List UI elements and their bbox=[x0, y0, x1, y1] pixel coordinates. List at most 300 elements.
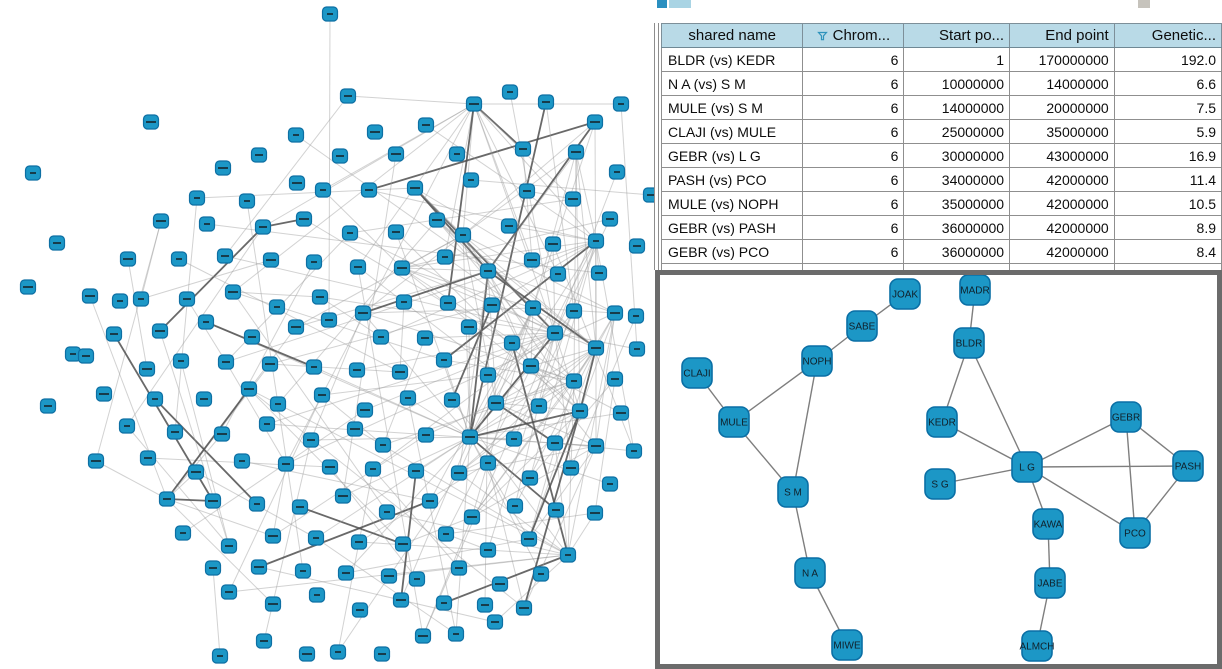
node-label bbox=[218, 167, 228, 169]
node-label: CLAJI bbox=[683, 368, 711, 380]
network-node[interactable] bbox=[89, 454, 104, 468]
column-header-label: Genetic... bbox=[1151, 27, 1216, 44]
network-node[interactable] bbox=[548, 326, 563, 340]
network-node[interactable] bbox=[310, 588, 325, 602]
column-header-shared-name[interactable] bbox=[662, 24, 803, 48]
network-node[interactable] bbox=[534, 567, 549, 581]
network-node[interactable] bbox=[263, 357, 278, 371]
network-node[interactable] bbox=[569, 145, 584, 159]
network-node[interactable] bbox=[416, 629, 431, 643]
network-node[interactable] bbox=[368, 125, 383, 139]
table-row[interactable] bbox=[662, 240, 1222, 264]
network-node[interactable] bbox=[172, 252, 187, 266]
network-node[interactable] bbox=[144, 115, 159, 129]
network-node[interactable] bbox=[532, 399, 547, 413]
network-node[interactable] bbox=[352, 535, 367, 549]
node-label bbox=[442, 256, 448, 258]
network-node[interactable] bbox=[50, 236, 65, 250]
network-node[interactable] bbox=[374, 330, 389, 344]
node-label bbox=[225, 591, 233, 593]
node-na[interactable] bbox=[795, 558, 825, 588]
cell-chromosome[interactable]: 6 bbox=[803, 96, 904, 120]
network-node[interactable] bbox=[121, 252, 136, 266]
network-node[interactable] bbox=[481, 264, 496, 278]
network-edge bbox=[213, 568, 220, 656]
node-sabe[interactable] bbox=[847, 311, 877, 341]
network-node[interactable] bbox=[376, 438, 391, 452]
cell-genetic[interactable]: 8.9 bbox=[1114, 216, 1221, 240]
network-node[interactable] bbox=[333, 149, 348, 163]
cell-start[interactable]: 1 bbox=[904, 48, 1010, 72]
network-node[interactable] bbox=[134, 292, 149, 306]
network-node[interactable] bbox=[437, 353, 452, 367]
network-node[interactable] bbox=[242, 382, 257, 396]
network-node[interactable] bbox=[336, 489, 351, 503]
network-node[interactable] bbox=[481, 368, 496, 382]
column-header-chrom---[interactable] bbox=[803, 24, 904, 48]
cell-chromosome[interactable]: 6 bbox=[803, 216, 904, 240]
network-node[interactable] bbox=[297, 212, 312, 226]
table-row[interactable] bbox=[662, 72, 1222, 96]
cell-shared-name[interactable]: BLDR (vs) KEDR bbox=[662, 48, 803, 72]
network-node[interactable] bbox=[351, 260, 366, 274]
network-node[interactable] bbox=[339, 566, 354, 580]
network-node[interactable] bbox=[449, 627, 464, 641]
node-label bbox=[70, 353, 76, 355]
cell-end[interactable]: 35000000 bbox=[1010, 120, 1115, 144]
network-node[interactable] bbox=[290, 176, 305, 190]
network-node[interactable] bbox=[252, 148, 267, 162]
subnetwork-edge-bldr-lg bbox=[969, 343, 1027, 467]
network-node[interactable] bbox=[520, 184, 535, 198]
network-node[interactable] bbox=[174, 354, 189, 368]
network-node[interactable] bbox=[395, 261, 410, 275]
network-node[interactable] bbox=[567, 374, 582, 388]
cell-start[interactable]: 14000000 bbox=[904, 96, 1010, 120]
cell-genetic[interactable]: 8.4 bbox=[1114, 240, 1221, 264]
network-node[interactable] bbox=[393, 365, 408, 379]
network-node[interactable] bbox=[240, 194, 255, 208]
network-node[interactable] bbox=[250, 497, 265, 511]
network-node[interactable] bbox=[467, 97, 482, 111]
network-node[interactable] bbox=[423, 494, 438, 508]
network-node[interactable] bbox=[168, 425, 183, 439]
node-label bbox=[314, 594, 320, 596]
node-miwe[interactable] bbox=[832, 630, 862, 660]
network-node[interactable] bbox=[307, 255, 322, 269]
network-node[interactable] bbox=[366, 462, 381, 476]
cell-genetic[interactable]: 10.5 bbox=[1114, 192, 1221, 216]
node-label bbox=[523, 190, 531, 192]
network-node[interactable] bbox=[630, 239, 645, 253]
cell-genetic[interactable]: 11.4 bbox=[1114, 168, 1221, 192]
network-node[interactable] bbox=[603, 477, 618, 491]
node-pco[interactable] bbox=[1120, 518, 1150, 548]
network-node[interactable] bbox=[485, 298, 500, 312]
network-node[interactable] bbox=[141, 451, 156, 465]
cell-end[interactable]: 42000000 bbox=[1010, 192, 1115, 216]
network-node[interactable] bbox=[589, 341, 604, 355]
network-node[interactable] bbox=[589, 439, 604, 453]
network-node[interactable] bbox=[154, 214, 169, 228]
network-node[interactable] bbox=[266, 597, 281, 611]
node-label bbox=[282, 463, 290, 465]
network-node[interactable] bbox=[257, 634, 272, 648]
network-node[interactable] bbox=[148, 392, 163, 406]
network-node[interactable] bbox=[200, 217, 215, 231]
table-row[interactable] bbox=[662, 96, 1222, 120]
node-claji[interactable] bbox=[682, 358, 712, 388]
cell-shared-name[interactable]: CLAJI (vs) MULE bbox=[662, 120, 803, 144]
network-node[interactable] bbox=[630, 342, 645, 356]
network-node[interactable] bbox=[113, 294, 128, 308]
network-node[interactable] bbox=[464, 173, 479, 187]
network-node[interactable] bbox=[629, 309, 644, 323]
network-node[interactable] bbox=[271, 397, 286, 411]
network-node[interactable] bbox=[296, 564, 311, 578]
network-node[interactable] bbox=[614, 97, 629, 111]
network-node[interactable] bbox=[348, 422, 363, 436]
network-node[interactable] bbox=[197, 392, 212, 406]
node-label bbox=[325, 319, 333, 321]
network-node[interactable] bbox=[180, 292, 195, 306]
network-node[interactable] bbox=[293, 500, 308, 514]
network-node[interactable] bbox=[608, 306, 623, 320]
network-node[interactable] bbox=[525, 253, 540, 267]
network-node[interactable] bbox=[341, 89, 356, 103]
network-node[interactable] bbox=[79, 349, 94, 363]
network-node[interactable] bbox=[452, 466, 467, 480]
cell-chromosome[interactable]: 6 bbox=[803, 168, 904, 192]
cell-start[interactable]: 34000000 bbox=[904, 168, 1010, 192]
network-node[interactable] bbox=[389, 147, 404, 161]
cell-start[interactable]: 35000000 bbox=[904, 192, 1010, 216]
network-node[interactable] bbox=[588, 506, 603, 520]
network-node[interactable] bbox=[567, 304, 582, 318]
network-node[interactable] bbox=[450, 147, 465, 161]
node-madr[interactable] bbox=[960, 275, 990, 305]
cell-start[interactable]: 36000000 bbox=[904, 240, 1010, 264]
network-node[interactable] bbox=[358, 403, 373, 417]
cell-chromosome[interactable]: 6 bbox=[803, 144, 904, 168]
network-node[interactable] bbox=[507, 432, 522, 446]
network-node[interactable] bbox=[316, 183, 331, 197]
network-node[interactable] bbox=[488, 615, 503, 629]
network-node[interactable] bbox=[401, 391, 416, 405]
cell-end[interactable]: 42000000 bbox=[1010, 168, 1115, 192]
network-node[interactable] bbox=[313, 290, 328, 304]
node-label bbox=[565, 554, 571, 556]
network-node[interactable] bbox=[397, 295, 412, 309]
panel-divider bbox=[654, 23, 655, 270]
node-joak[interactable] bbox=[890, 279, 920, 309]
network-node[interactable] bbox=[279, 457, 294, 471]
network-node[interactable] bbox=[627, 444, 642, 458]
node-label bbox=[392, 231, 400, 233]
column-header-start-po---[interactable] bbox=[904, 24, 1010, 48]
node-label bbox=[222, 361, 230, 363]
node-kedr[interactable] bbox=[927, 407, 957, 437]
network-node[interactable] bbox=[516, 142, 531, 156]
network-node[interactable] bbox=[260, 417, 275, 431]
node-label bbox=[422, 124, 430, 126]
network-node[interactable] bbox=[549, 503, 564, 517]
table-row[interactable] bbox=[662, 48, 1222, 72]
node-label bbox=[365, 189, 373, 191]
network-node[interactable] bbox=[481, 543, 496, 557]
node-almch[interactable] bbox=[1019, 631, 1054, 661]
network-node[interactable] bbox=[419, 428, 434, 442]
network-node[interactable] bbox=[213, 649, 228, 663]
node-label bbox=[356, 609, 364, 611]
node-label bbox=[593, 240, 599, 242]
node-label: S G bbox=[931, 479, 949, 491]
node-label bbox=[335, 651, 341, 653]
network-node[interactable] bbox=[26, 166, 41, 180]
network-node[interactable] bbox=[610, 165, 625, 179]
node-label bbox=[576, 410, 584, 412]
network-node[interactable] bbox=[356, 306, 371, 320]
network-node[interactable] bbox=[524, 359, 539, 373]
network-node[interactable] bbox=[566, 192, 581, 206]
network-node[interactable] bbox=[266, 529, 281, 543]
node-label bbox=[336, 155, 344, 157]
network-node[interactable] bbox=[153, 324, 168, 338]
column-header-end-point[interactable] bbox=[1010, 24, 1115, 48]
network-node[interactable] bbox=[564, 461, 579, 475]
network-node[interactable] bbox=[97, 387, 112, 401]
node-label bbox=[426, 500, 434, 502]
network-node[interactable] bbox=[517, 601, 532, 615]
network-node[interactable] bbox=[375, 647, 390, 661]
network-node[interactable] bbox=[437, 596, 452, 610]
network-node[interactable] bbox=[362, 183, 377, 197]
network-node[interactable] bbox=[270, 300, 285, 314]
edge-table-panel bbox=[661, 23, 1222, 288]
network-node[interactable] bbox=[289, 320, 304, 334]
network-node[interactable] bbox=[523, 471, 538, 485]
network-node[interactable] bbox=[331, 645, 346, 659]
network-node[interactable] bbox=[546, 237, 561, 251]
cell-shared-name[interactable]: MULE (vs) S M bbox=[662, 96, 803, 120]
network-node[interactable] bbox=[226, 285, 241, 299]
network-node[interactable] bbox=[603, 212, 618, 226]
cell-chromosome[interactable]: 6 bbox=[803, 192, 904, 216]
table-row[interactable] bbox=[662, 120, 1222, 144]
table-row[interactable] bbox=[662, 192, 1222, 216]
network-node[interactable] bbox=[592, 266, 607, 280]
network-node[interactable] bbox=[522, 532, 537, 546]
node-gebr[interactable] bbox=[1111, 402, 1141, 432]
network-node[interactable] bbox=[83, 289, 98, 303]
cell-chromosome[interactable]: 6 bbox=[803, 240, 904, 264]
node-noph[interactable] bbox=[802, 346, 832, 376]
network-node[interactable] bbox=[505, 336, 520, 350]
node-label bbox=[254, 503, 260, 505]
network-node[interactable] bbox=[215, 427, 230, 441]
network-node[interactable] bbox=[408, 181, 423, 195]
network-node[interactable] bbox=[409, 464, 424, 478]
node-sm[interactable] bbox=[778, 477, 808, 507]
network-node[interactable] bbox=[389, 225, 404, 239]
network-node[interactable] bbox=[315, 388, 330, 402]
network-node[interactable] bbox=[561, 548, 576, 562]
network-node[interactable] bbox=[343, 226, 358, 240]
network-node[interactable] bbox=[245, 330, 260, 344]
network-node[interactable] bbox=[462, 320, 477, 334]
network-node[interactable] bbox=[190, 191, 205, 205]
network-node[interactable] bbox=[410, 572, 425, 586]
node-label bbox=[614, 171, 620, 173]
cell-genetic[interactable]: 7.5 bbox=[1114, 96, 1221, 120]
cell-chromosome[interactable]: 6 bbox=[803, 48, 904, 72]
network-node[interactable] bbox=[548, 436, 563, 450]
network-node[interactable] bbox=[551, 267, 566, 281]
network-node[interactable] bbox=[508, 499, 523, 513]
node-label bbox=[454, 153, 460, 155]
cell-end[interactable]: 20000000 bbox=[1010, 96, 1115, 120]
network-node[interactable] bbox=[322, 313, 337, 327]
node-label bbox=[311, 261, 317, 263]
network-node[interactable] bbox=[608, 372, 623, 386]
node-kawa[interactable] bbox=[1033, 509, 1063, 539]
network-node[interactable] bbox=[160, 492, 175, 506]
network-node[interactable] bbox=[439, 527, 454, 541]
node-lg[interactable] bbox=[1012, 452, 1042, 482]
network-node[interactable] bbox=[573, 404, 588, 418]
network-node[interactable] bbox=[218, 249, 233, 263]
network-node[interactable] bbox=[21, 280, 36, 294]
cell-end[interactable]: 42000000 bbox=[1010, 240, 1115, 264]
network-node[interactable] bbox=[216, 161, 231, 175]
cell-genetic[interactable]: 192.0 bbox=[1114, 48, 1221, 72]
node-mule[interactable] bbox=[719, 407, 749, 437]
network-node[interactable] bbox=[489, 396, 504, 410]
network-node[interactable] bbox=[502, 219, 517, 233]
node-label: NOPH bbox=[802, 356, 832, 368]
network-node[interactable] bbox=[353, 603, 368, 617]
network-node[interactable] bbox=[323, 7, 338, 21]
cell-end[interactable]: 43000000 bbox=[1010, 144, 1115, 168]
network-node[interactable] bbox=[445, 393, 460, 407]
node-jabe[interactable] bbox=[1035, 568, 1065, 598]
network-node[interactable] bbox=[140, 362, 155, 376]
network-node[interactable] bbox=[107, 327, 122, 341]
node-label bbox=[144, 457, 152, 459]
network-node[interactable] bbox=[419, 118, 434, 132]
network-node[interactable] bbox=[526, 301, 541, 315]
cell-genetic[interactable]: 16.9 bbox=[1114, 144, 1221, 168]
network-node[interactable] bbox=[222, 585, 237, 599]
network-node[interactable] bbox=[481, 456, 496, 470]
network-node[interactable] bbox=[176, 526, 191, 540]
table-row[interactable] bbox=[662, 168, 1222, 192]
network-node[interactable] bbox=[452, 561, 467, 575]
network-node[interactable] bbox=[307, 360, 322, 374]
network-node[interactable] bbox=[441, 296, 456, 310]
node-sg[interactable] bbox=[925, 469, 955, 499]
node-label bbox=[209, 567, 217, 569]
column-header-genetic---[interactable] bbox=[1114, 24, 1221, 48]
subnetwork-canvas[interactable] bbox=[660, 275, 1217, 664]
network-node[interactable] bbox=[309, 531, 324, 545]
network-node[interactable] bbox=[323, 460, 338, 474]
cell-genetic[interactable]: 5.9 bbox=[1114, 120, 1221, 144]
cell-start[interactable]: 10000000 bbox=[904, 72, 1010, 96]
cell-start[interactable]: 25000000 bbox=[904, 120, 1010, 144]
network-node[interactable] bbox=[396, 537, 411, 551]
network-node[interactable] bbox=[438, 250, 453, 264]
cell-shared-name[interactable]: MULE (vs) NOPH bbox=[662, 192, 803, 216]
network-node[interactable] bbox=[199, 315, 214, 329]
cell-end[interactable]: 14000000 bbox=[1010, 72, 1115, 96]
network-node[interactable] bbox=[418, 331, 433, 345]
cell-start[interactable]: 30000000 bbox=[904, 144, 1010, 168]
network-node[interactable] bbox=[206, 494, 221, 508]
network-node[interactable] bbox=[289, 128, 304, 142]
network-node[interactable] bbox=[222, 539, 237, 553]
network-node[interactable] bbox=[380, 505, 395, 519]
network-node[interactable] bbox=[219, 355, 234, 369]
network-node[interactable] bbox=[206, 561, 221, 575]
network-node[interactable] bbox=[463, 430, 478, 444]
node-pash[interactable] bbox=[1173, 451, 1203, 481]
table-row[interactable] bbox=[662, 144, 1222, 168]
network-node[interactable] bbox=[456, 228, 471, 242]
node-label bbox=[30, 172, 36, 174]
network-node[interactable] bbox=[252, 560, 267, 574]
network-node[interactable] bbox=[350, 363, 365, 377]
cell-shared-name[interactable]: GEBR (vs) PCO bbox=[662, 240, 803, 264]
network-node[interactable] bbox=[430, 213, 445, 227]
cell-end[interactable]: 170000000 bbox=[1010, 48, 1115, 72]
network-node[interactable] bbox=[304, 433, 319, 447]
network-node[interactable] bbox=[589, 234, 604, 248]
network-node[interactable] bbox=[41, 399, 56, 413]
node-label bbox=[571, 151, 581, 153]
cell-shared-name[interactable]: N A (vs) S M bbox=[662, 72, 803, 96]
gray-chip bbox=[1138, 0, 1150, 8]
network-node[interactable] bbox=[614, 406, 629, 420]
cell-chromosome[interactable]: 6 bbox=[803, 72, 904, 96]
network-node[interactable] bbox=[394, 593, 409, 607]
node-label bbox=[570, 310, 578, 312]
network-node[interactable] bbox=[235, 454, 250, 468]
network-node[interactable] bbox=[493, 577, 508, 591]
cell-shared-name[interactable]: GEBR (vs) PASH bbox=[662, 216, 803, 240]
network-node[interactable] bbox=[256, 220, 271, 234]
cell-chromosome[interactable]: 6 bbox=[803, 120, 904, 144]
network-node[interactable] bbox=[189, 465, 204, 479]
cell-end[interactable]: 42000000 bbox=[1010, 216, 1115, 240]
node-bldr[interactable] bbox=[954, 328, 984, 358]
network-node[interactable] bbox=[264, 253, 279, 267]
cell-start[interactable]: 36000000 bbox=[904, 216, 1010, 240]
network-node[interactable] bbox=[539, 95, 554, 109]
network-node[interactable] bbox=[465, 510, 480, 524]
network-node[interactable] bbox=[300, 647, 315, 661]
cell-genetic[interactable]: 6.6 bbox=[1114, 72, 1221, 96]
network-node[interactable] bbox=[503, 85, 518, 99]
table-row[interactable] bbox=[662, 216, 1222, 240]
network-node[interactable] bbox=[588, 115, 603, 129]
cell-shared-name[interactable]: PASH (vs) PCO bbox=[662, 168, 803, 192]
network-node[interactable] bbox=[382, 569, 397, 583]
network-node[interactable] bbox=[120, 419, 135, 433]
cell-shared-name[interactable]: GEBR (vs) L G bbox=[662, 144, 803, 168]
node-label bbox=[468, 179, 474, 181]
network-node[interactable] bbox=[478, 598, 493, 612]
